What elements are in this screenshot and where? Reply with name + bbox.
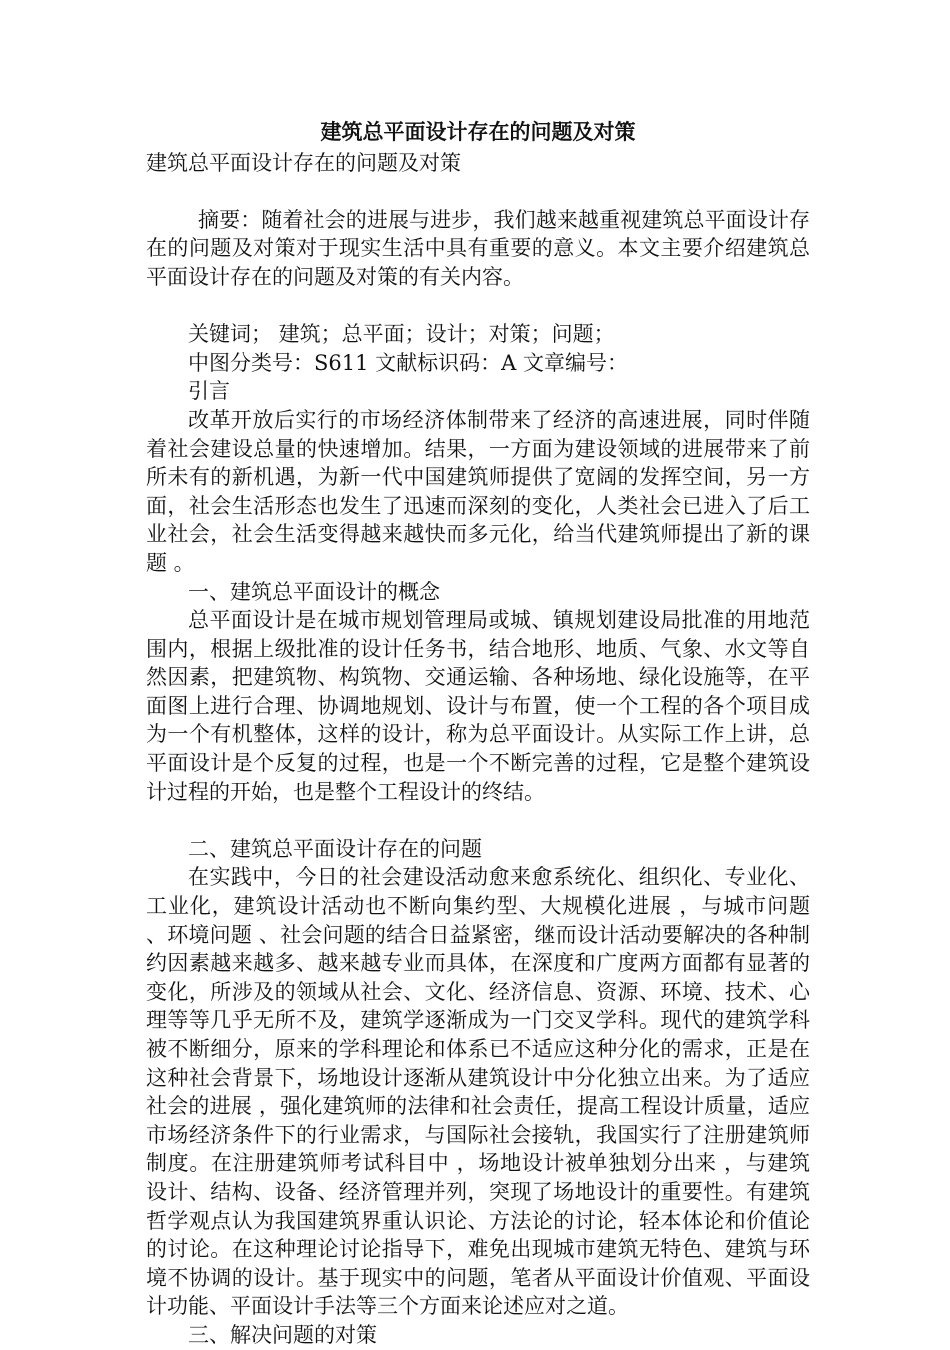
- abstract-paragraph: 摘要：随着社会的进展与进步，我们越来越重视建筑总平面设计存在的问题及对策对于现实生活中具有重要的意义。本文主要介绍建筑总平面设计存在的问题及对策的有关内容。: [146, 207, 810, 289]
- blank-line: [146, 806, 810, 835]
- blank-line: [146, 292, 810, 321]
- blank-line: [146, 177, 810, 206]
- section2-heading: 二、建筑总平面设计存在的问题: [188, 836, 482, 861]
- intro-heading: 引言: [188, 379, 230, 404]
- document-page: [146, 118, 810, 1350]
- intro-paragraph: 改革开放后实行的市场经济体制带来了经济的高速进展，同时伴随着社会建设总量的快速增加。结果，一方面为建设领域的进展带来了前所未有的新机遇，为新一代中国建筑师提供了宽阔的发挥空间，另一方面，社会生活形态也发生了迅速而深刻的变化，人类社会已进入了后工业社会，社会生活变得越来越快而多元化，给当代建筑师提出了新的课题 。: [146, 407, 810, 575]
- section3-heading: 三、解决问题的对策: [188, 1322, 377, 1347]
- keywords-line: 关键词； 建筑；总平面；设计；对策；问题；: [188, 322, 615, 347]
- classification-line: 中图分类号：S611 文献标识码：A 文章编号：: [188, 350, 628, 375]
- section1-paragraph: 总平面设计是在城市规划管理局或城、镇规划建设局批准的用地范围内，根据上级批准的设计任务书，结合地形、地质、气象、水文等自然因素，把建筑物、构筑物、交通运输、各种场地、绿化设施等，在平面图上进行合理、协调地规划、设计与布置，使一个工程的各个项目成为一个有机整体，这样的设计，称为总平面设计。从实际工作上讲，总平面设计是个反复的过程，也是一个不断完善的过程，它是整个建筑设计过程的开始，也是整个工程设计的终结。: [146, 608, 810, 804]
- document-title: 建筑总平面设计存在的问题及对策: [320, 120, 636, 144]
- section2-paragraph: 在实践中，今日的社会建设活动愈来愈系统化、组织化、专业化、工业化，建筑设计活动也不断向集约型、大规模化进展 ，与城市问题 、环境问题 、社会问题的结合日益紧密，继而设计活动要解决的各种制约因素越来越多、越来越专业而具体，在深度和广度两方面都有显著的变化，所涉及的领域从社会、文化、经济信息、资源、环境、技术、心理等等几乎无所不及，建筑学逐渐成为一门交叉学科。现代的建筑学科被不断细分，原来的学科理论和体系已不适应这种分化的需求，正是在这种社会背景下，场地设计逐渐从建筑设计中分化独立出来。为了适应社会的进展 ，强化建筑师的法律和社会责任，提高工程设计质量，适应市场经济条件下的行业需求，与国际社会接轨，我国实行了注册建筑师制度。在注册建筑师考试科目中 ，场地设计被单独划分出来 ，与建筑设计、结构、设备、经济管理并列，突现了场地设计的重要性。有建筑哲学观点认为我国建筑界重认识论、方法论的讨论，轻本体论和价值论的讨论。在这种理论讨论指导下，难免出现城市建筑无特色、建筑与环境不协调的设计。基于现实中的问题，笔者从平面设计价值观、平面设计功能、平面设计手法等三个方面来论述应对之道。: [146, 865, 810, 1319]
- document-subtitle: 建筑总平面设计存在的问题及对策: [146, 150, 461, 175]
- section1-heading: 一、建筑总平面设计的概念: [188, 579, 440, 604]
